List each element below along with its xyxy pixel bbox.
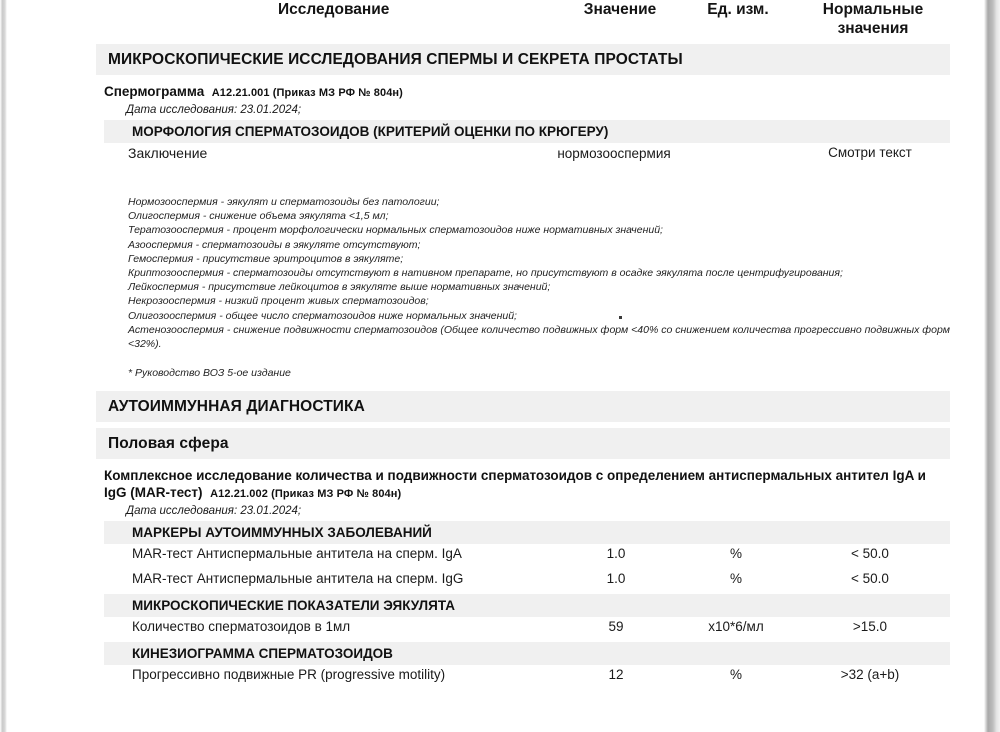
glossary-item: Тератозооспермия - процент морфологически нормальных сперматозоидов ниже нормативных значений; <box>128 224 663 237</box>
test-date-mar: Дата исследования: 23.01.2024; <box>126 505 302 518</box>
column-header-normal-line1: Нормальные <box>822 1 924 18</box>
subsection-header-morphology: МОРФОЛОГИЯ СПЕРМАТОЗОИДОВ (КРИТЕРИЙ ОЦЕНКИ ПО КРЮГЕРУ) <box>104 120 950 143</box>
conclusion-normal-value: Смотри текст <box>828 145 912 160</box>
glossary-item: Лейкоспермия - присутствие лейкоцитов в эякуляте выше нормативных значений; <box>128 281 551 294</box>
glossary-item: Криптозооспермия - сперматозоиды отсутствуют в нативном препарате, но присутствуют в осадке эякулята после центрифугирования; <box>128 267 843 280</box>
glossary-item: Олигозооспермия - общее число сперматозоидов ниже нормальных значений; <box>128 309 517 322</box>
conclusion-value: нормозооспермия <box>557 146 671 161</box>
glossary-item: Некрозооспермия - низкий процент живых сперматозоидов; <box>128 295 429 308</box>
conclusion-label: Заключение <box>128 145 208 161</box>
subsection-header-autoimmune-markers: МАРКЕРЫ АУТОИММУННЫХ ЗАБОЛЕВАНИЙ <box>104 521 950 544</box>
row-value: 1.0 <box>606 546 626 562</box>
row-name: Прогрессивно подвижные PR (progressive motility) <box>132 667 446 683</box>
test-name-mar: Комплексное исследование количества и подвижности сперматозоидов с определением антиспермальных антител IgA и IgG (MAR-тест) <box>104 468 926 501</box>
column-header-normal-values <box>800 0 946 38</box>
subsection-header-ejaculate-microscopy: МИКРОСКОПИЧЕСКИЕ ПОКАЗАТЕЛИ ЭЯКУЛЯТА <box>104 594 950 617</box>
column-header-value: Значение <box>583 1 657 18</box>
table-row <box>104 665 950 690</box>
test-code-mar: А12.21.002 (Приказ МЗ РФ № 804н) <box>210 488 402 501</box>
test-title-spermogram <box>104 75 934 102</box>
row-name: Количество сперматозоидов в 1мл <box>132 619 351 635</box>
glossary-item: Олигоспермия - снижение объема эякулята <1,5 мл; <box>128 210 389 223</box>
row-name: MAR-тест Антиспермальные антитела на сперм. IgA <box>132 546 462 562</box>
table-row <box>104 569 950 594</box>
report-content <box>0 44 1000 690</box>
glossary-item: Нормозооспермия - эякулят и сперматозоиды без патологии; <box>128 196 440 208</box>
column-header-units: Ед. изм. <box>707 1 769 18</box>
test-name-spermogram: Спермограмма <box>104 84 205 99</box>
section-header-autoimmune: АУТОИММУННАЯ ДИАГНОСТИКА <box>96 391 950 422</box>
glossary-item: Гемоспермия - присутствие эритроцитов в эякуляте; <box>128 252 404 265</box>
glossary-item: Астенозооспермия - снижение подвижности сперматозоидов (Общее количество подвижных форм <40% со снижением количества прогрессивно подвижных форм <32%). <box>128 323 950 351</box>
column-header-normal-line2: значения <box>837 20 909 37</box>
row-normal: < 50.0 <box>851 546 889 562</box>
section-header-microscopic: МИКРОСКОПИЧЕСКИЕ ИССЛЕДОВАНИЯ СПЕРМЫ И СЕКРЕТА ПРОСТАТЫ <box>96 44 950 75</box>
glossary-item: Азооспермия - сперматозоиды в эякуляте отсутствуют; <box>128 238 421 251</box>
row-units: % <box>729 667 742 683</box>
table-row <box>104 617 950 642</box>
glossary-definitions <box>128 189 960 351</box>
table-column-headers <box>0 0 1000 44</box>
stray-dot-artifact <box>619 316 622 319</box>
row-normal: >32 (a+b) <box>840 667 900 683</box>
subsection-header-kinesiogram: КИНЕЗИОГРАММА СПЕРМАТОЗОИДОВ <box>104 642 950 665</box>
test-code-spermogram: А12.21.001 (Приказ МЗ РФ № 804н) <box>211 87 403 99</box>
row-normal: < 50.0 <box>851 571 889 587</box>
row-name: MAR-тест Антиспермальные антитела на сперм. IgG <box>132 571 464 587</box>
row-units: x10*6/мл <box>708 619 764 635</box>
test-title-mar <box>104 459 934 503</box>
row-normal: >15.0 <box>852 619 888 635</box>
row-value: 12 <box>608 667 624 683</box>
row-units: % <box>729 571 742 587</box>
row-value: 59 <box>608 619 624 635</box>
glossary-footnote: * Руководство ВОЗ 5-ое издание <box>128 367 291 380</box>
table-row-conclusion <box>104 143 950 189</box>
column-header-study: Исследование <box>278 1 390 18</box>
test-date-spermogram: Дата исследования: 23.01.2024; <box>126 104 302 116</box>
row-value: 1.0 <box>606 571 626 587</box>
table-row <box>104 544 950 569</box>
subsection-header-reproductive: Половая сфера <box>96 428 950 459</box>
row-units: % <box>729 546 742 562</box>
